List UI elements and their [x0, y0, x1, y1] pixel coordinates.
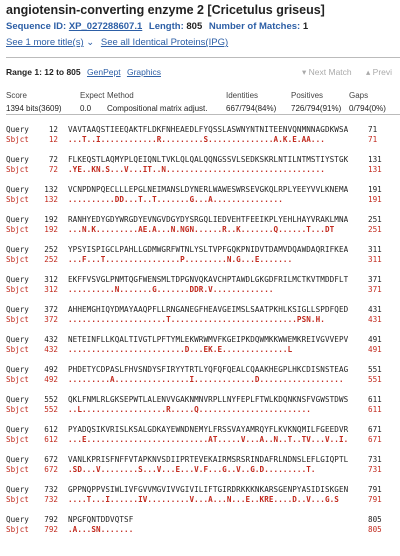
sbjct-end: 311	[368, 255, 382, 264]
sbjct-end: 431	[368, 315, 382, 324]
sbjct-sequence: ..........N.......G.......DDR.V.............	[68, 285, 274, 294]
sbjct-end: 551	[368, 375, 382, 384]
alignment-block	[6, 154, 400, 186]
sbjct-tag: Sbjct	[6, 525, 29, 534]
next-match-button[interactable]: ▾ Next Match	[302, 67, 352, 77]
query-end: 191	[368, 185, 382, 194]
sbjct-start: 192	[44, 225, 58, 234]
sbjct-tag: Sbjct	[6, 135, 29, 144]
sbjct-sequence: ...E..........................AT.....V...A..N..T..TV...V..I.	[68, 435, 349, 444]
query-end: 491	[368, 335, 382, 344]
query-tag: Query	[6, 215, 29, 224]
query-end: 431	[368, 305, 382, 314]
alignment-block	[6, 124, 400, 156]
sbjct-sequence: ...F...T................P.........N.G...E.......	[68, 255, 293, 264]
query-tag: Query	[6, 275, 29, 284]
chevron-down-icon[interactable]: ⌄	[86, 37, 95, 48]
query-start: 312	[44, 275, 58, 284]
expect-value: 0.0	[80, 104, 92, 113]
query-sequence: PHDETYCDPASLFHVSNDYSFIRYYTRTLYQFQFQEALCQAAKHEGPLHKCDISNSTEAG	[68, 365, 349, 374]
query-sequence: NPGFQNTDDVQTSF	[68, 515, 134, 524]
query-sequence: AHHEMGHIQYDMAYAAQPFLLRNGANEGFHEAVGEIMSLSAATPKHLKSIGLLSPDFQED	[68, 305, 349, 314]
sbjct-start: 552	[44, 405, 58, 414]
sbjct-tag: Sbjct	[6, 435, 29, 444]
query-start: 552	[44, 395, 58, 404]
sequence-id-label: Sequence ID:	[6, 21, 67, 32]
sbjct-start: 252	[44, 255, 58, 264]
sbjct-sequence: .A...SN.......	[68, 525, 134, 534]
sbjct-end: 131	[368, 165, 382, 174]
alignment-block	[6, 214, 400, 246]
query-sequence: RANHYEDYGDYWRGDYEVNGVDGYDYSRGQLIEDVEHTFEEIKPLYEHLHAYVRAKLMNA	[68, 215, 349, 224]
range-label: Range 1: 12 to 805	[6, 67, 81, 77]
query-sequence: VAVTAAQSTIEEQAKTFLDKFNHEAEDLFYQSSLASWNYNTNITEENVQNMNNAGDKWSA	[68, 125, 349, 134]
query-end: 805	[368, 515, 382, 524]
query-sequence: GPPNQPPVSIWLIVFGVVMGVIVVGIVILIFTGIRDRKKKNKARSGENPYASIDISKGEN	[68, 485, 349, 494]
query-tag: Query	[6, 425, 29, 434]
header-positives: Positives	[291, 91, 324, 100]
alignment-block	[6, 484, 400, 516]
sbjct-start: 732	[44, 495, 58, 504]
sbjct-end: 71	[368, 135, 378, 144]
query-end: 311	[368, 245, 382, 254]
query-end: 611	[368, 395, 382, 404]
sbjct-sequence: ..........DD...T..T.......G...A...............	[68, 195, 283, 204]
sbjct-sequence: ....T...I......IV.........V...A...N...E..KRE....D..V...G.S	[68, 495, 339, 504]
query-start: 612	[44, 425, 58, 434]
sbjct-end: 371	[368, 285, 382, 294]
alignment-block	[6, 244, 400, 276]
positives-value: 726/794(91%)	[291, 104, 342, 113]
alignment-block	[6, 274, 400, 306]
query-end: 71	[368, 125, 378, 134]
query-tag: Query	[6, 365, 29, 374]
graphics-link[interactable]: Graphics	[126, 67, 161, 77]
sbjct-sequence: .YE..KN.S...V...IT..N..................................	[68, 165, 325, 174]
alignment-block	[6, 184, 400, 216]
header-score: Score	[6, 91, 27, 100]
alignment-block	[6, 394, 400, 426]
matches-value: 1	[302, 21, 309, 32]
alignment-block	[6, 304, 400, 336]
query-start: 12	[48, 125, 58, 134]
sbjct-start: 792	[44, 525, 58, 534]
query-sequence: VANLKPRISFNFFVTAPKNVSDIIPRTEVEKAIRMSRSRINDAFRLNDNSLEFLGIQPTL	[68, 455, 349, 464]
sbjct-tag: Sbjct	[6, 495, 29, 504]
query-start: 672	[44, 455, 58, 464]
alignment-block	[6, 334, 400, 366]
header-expect: Expect	[80, 91, 105, 100]
query-end: 731	[368, 455, 382, 464]
chevron-up-icon: ▴	[366, 67, 371, 77]
sbjct-start: 612	[44, 435, 58, 444]
query-start: 192	[44, 215, 58, 224]
sbjct-end: 805	[368, 525, 382, 534]
sbjct-start: 312	[44, 285, 58, 294]
previous-match-button[interactable]: ▴ Previ	[366, 67, 393, 77]
length-value: 805	[186, 21, 203, 32]
sbjct-tag: Sbjct	[6, 375, 29, 384]
sbjct-tag: Sbjct	[6, 255, 29, 264]
alignment-block	[6, 424, 400, 456]
sbjct-start: 672	[44, 465, 58, 474]
query-sequence: QKLFNMLRLGKSEPWTLALENVVGAKNMNVRPLLNYFEPLFTWLKDQNKNSFVGWSTDWS	[68, 395, 349, 404]
sbjct-end: 191	[368, 195, 382, 204]
query-end: 371	[368, 275, 382, 284]
query-start: 432	[44, 335, 58, 344]
sbjct-sequence: .........A................I.............D..................	[68, 375, 344, 384]
sbjct-end: 671	[368, 435, 382, 444]
sbjct-end: 791	[368, 495, 382, 504]
alignment-block	[6, 514, 400, 546]
sbjct-tag: Sbjct	[6, 195, 29, 204]
sbjct-sequence: .....................T...........................PSN.H.	[68, 315, 325, 324]
query-start: 492	[44, 365, 58, 374]
chevron-down-icon: ▾	[302, 67, 307, 77]
sbjct-start: 12	[48, 135, 58, 144]
query-end: 671	[368, 425, 382, 434]
sbjct-end: 491	[368, 345, 382, 354]
sbjct-end: 731	[368, 465, 382, 474]
query-start: 372	[44, 305, 58, 314]
query-start: 732	[44, 485, 58, 494]
sbjct-start: 372	[44, 315, 58, 324]
query-tag: Query	[6, 515, 29, 524]
sbjct-sequence: .........................D...EK.E..............L	[68, 345, 293, 354]
sbjct-tag: Sbjct	[6, 225, 29, 234]
sbjct-tag: Sbjct	[6, 465, 29, 474]
sbjct-tag: Sbjct	[6, 345, 29, 354]
query-sequence: NETEINFLLKQALTIVGTLPFTYMLEKWRWMVFKGEIPKDQWMKKWWEMKREIVGVVEPV	[68, 335, 349, 344]
sequence-meta	[6, 21, 308, 32]
query-sequence: FLKEQSTLAQMYPLQEIQNLTVKLQLQALQQNGSSVLSEDKSKRLNTILNTMSTIYSTGK	[68, 155, 349, 164]
sbjct-sequence: ...T..I............R.........S..............A.K.E.AA...	[68, 135, 325, 144]
query-sequence: EKFFVSVGLPNMTQGFWENSMLTDPGNVQKAVCHPTAWDLGKGDFRILMCTKVTMDDFLT	[68, 275, 349, 284]
query-end: 791	[368, 485, 382, 494]
query-tag: Query	[6, 395, 29, 404]
sbjct-sequence: .SD...V........S...V...E...V.F...G..V..G.D.........T.	[68, 465, 316, 474]
sbjct-sequence: ..L..................R.....Q........................	[68, 405, 311, 414]
matches-label: Number of Matches:	[208, 21, 301, 32]
alignment-block	[6, 364, 400, 396]
sbjct-tag: Sbjct	[6, 165, 29, 174]
alignment-block	[6, 454, 400, 486]
query-tag: Query	[6, 485, 29, 494]
query-sequence: VCNPDNPQECLLLEPGLNEIMANSLDYNERLWAWESWRSEVGKQLRPLYEEYVVLKNEMA	[68, 185, 349, 194]
identities-value: 667/794(84%)	[226, 104, 277, 113]
sbjct-end: 251	[368, 225, 382, 234]
header-gaps: Gaps	[349, 91, 369, 100]
identical-proteins-link[interactable]: See all Identical Proteins(IPG)	[100, 37, 229, 48]
gaps-value: 0/794(0%)	[349, 104, 386, 113]
sbjct-start: 72	[48, 165, 58, 174]
sequence-id-link[interactable]: XP_027288607.1	[68, 21, 143, 32]
header-method: Method	[107, 91, 134, 100]
score-value: 1394 bits(3609)	[6, 104, 62, 113]
query-tag: Query	[6, 155, 29, 164]
query-tag: Query	[6, 455, 29, 464]
query-tag: Query	[6, 305, 29, 314]
query-start: 72	[48, 155, 58, 164]
method-value: Compositional matrix adjust.	[107, 104, 208, 113]
divider	[6, 114, 400, 115]
sbjct-end: 611	[368, 405, 382, 414]
sbjct-start: 432	[44, 345, 58, 354]
title-links	[6, 37, 228, 48]
divider	[6, 57, 400, 58]
query-sequence: YPSYISPIGCLPAHLLGDMWGRFWTNLYSLTVPFGQKPNIDVTDAMVDQAWDAQRIFKEA	[68, 245, 349, 254]
more-titles-link[interactable]: See 1 more title(s)	[6, 37, 84, 48]
query-end: 131	[368, 155, 382, 164]
query-sequence: PYADQSIKVRISLKSALGDKAYEWNDNEMYLFRSSVAYAMRQYFLKVKNQMILFGEEDVR	[68, 425, 349, 434]
query-start: 252	[44, 245, 58, 254]
sbjct-tag: Sbjct	[6, 405, 29, 414]
query-tag: Query	[6, 245, 29, 254]
sbjct-sequence: ...N.K.........AE.A...N.NGN......R..K.......Q......T...DT	[68, 225, 335, 234]
query-start: 792	[44, 515, 58, 524]
query-tag: Query	[6, 185, 29, 194]
sbjct-start: 132	[44, 195, 58, 204]
range-bar	[6, 67, 400, 77]
query-end: 551	[368, 365, 382, 374]
query-start: 132	[44, 185, 58, 194]
genpept-link[interactable]: GenPept	[87, 67, 121, 77]
length-label: Length:	[148, 21, 184, 32]
sbjct-tag: Sbjct	[6, 285, 29, 294]
query-tag: Query	[6, 335, 29, 344]
query-end: 251	[368, 215, 382, 224]
page-title: angiotensin-converting enzyme 2 [Cricetulus griseus]	[6, 3, 325, 17]
sbjct-tag: Sbjct	[6, 315, 29, 324]
header-identities: Identities	[226, 91, 259, 100]
query-tag: Query	[6, 125, 29, 134]
sbjct-start: 492	[44, 375, 58, 384]
